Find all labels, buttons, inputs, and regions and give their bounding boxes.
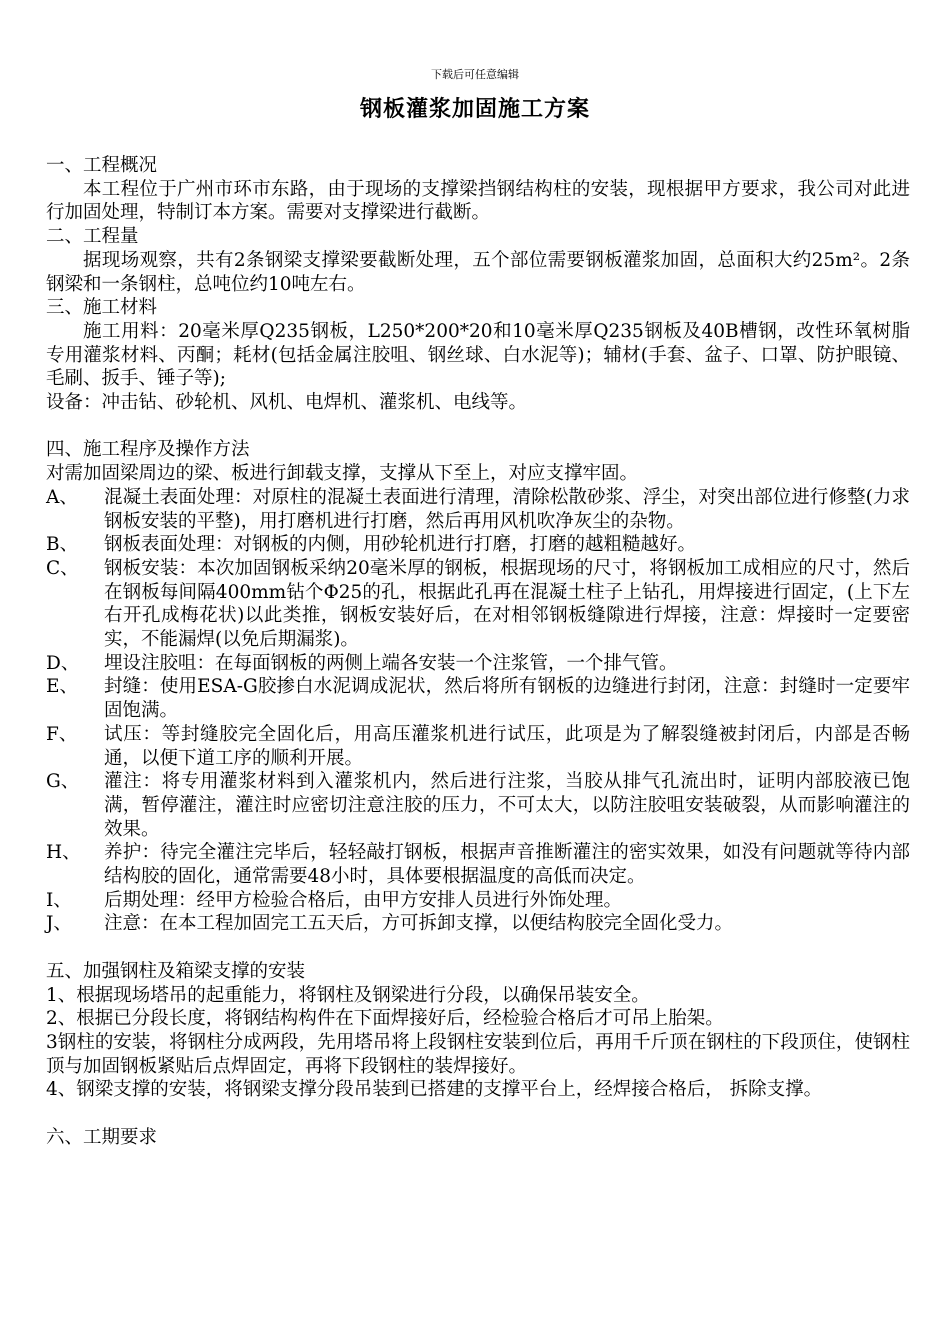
section-heading-materials: 三、施工材料 [46, 297, 158, 319]
installation-step-4: 4、钢梁支撑的安装，将钢梁支撑分段吊装到已搭建的支撑平台上，经焊接合格后， 拆除支撑。 [46, 1079, 823, 1101]
page-title: 钢板灌浆加固施工方案 [359, 96, 590, 122]
list-text: 养护：待完全灌注完毕后，轻轻敲打钢板，根据声音推断灌注的密实效果，如没有问题就等待内部结构胶的固化，通常需要48小时，具体要根据温度的高低而决定。 [104, 842, 910, 888]
list-text: 混凝土表面处理：对原柱的混凝土表面进行清理，清除松散砂浆、浮尘，对突出部位进行修整(力求钢板安装的平整)，用打磨机进行打磨，然后再用风机吹净灰尘的杂物。 [104, 486, 910, 532]
spacer [46, 415, 910, 439]
list-marker: A、 [46, 486, 78, 508]
list-item [46, 723, 910, 770]
list-text: 试压：等封缝胶完全固化后，用高压灌浆机进行试压，此项是为了解裂缝被封闭后，内部是否畅通，以便下道工序的顺利开展。 [104, 723, 910, 769]
header-note: 下载后可任意编辑 [431, 68, 519, 81]
list-marker: J、 [46, 913, 72, 935]
list-item [46, 912, 910, 936]
list-item [46, 841, 910, 888]
list-item [46, 557, 910, 652]
list-marker: B、 [46, 534, 79, 556]
list-marker: G、 [46, 771, 80, 793]
installation-step-3: 3钢柱的安装，将钢柱分成两段，先用塔吊将上段钢柱安装到位后，再用千斤顶在钢柱的下段顶住，使钢柱顶与加固钢板紧贴后点焊固定，再将下段钢柱的装焊接好。 [46, 1031, 910, 1077]
list-text: 后期处理：经甲方检验合格后，由甲方安排人员进行外饰处理。 [104, 889, 623, 911]
section-heading-procedure: 四、施工程序及操作方法 [46, 439, 250, 461]
list-text: 灌注：将专用灌浆材料到入灌浆机内，然后进行注浆，当胶从排气孔流出时，证明内部胶液已饱满，暂停灌注，灌注时应密切注意注胶的压力，不可太大，以防注胶咀安装破裂，从而影响灌注的效果。 [104, 771, 910, 840]
list-item [46, 889, 910, 913]
list-item [46, 533, 910, 557]
document-body [46, 154, 910, 1149]
section-heading-overview: 一、工程概况 [46, 155, 158, 176]
list-item [46, 675, 910, 722]
list-marker: C、 [46, 557, 79, 579]
section-heading-installation: 五、加强钢柱及箱梁支撑的安装 [46, 960, 306, 982]
list-text: 钢板表面处理：对钢板的内侧，用砂轮机进行打磨，打磨的越粗糙越好。 [104, 534, 697, 556]
procedure-intro: 对需加固梁周边的梁、板进行卸载支撑，支撑从下至上，对应支撑牢固。 [46, 463, 639, 485]
list-marker: H、 [46, 842, 81, 864]
spacer [46, 936, 910, 960]
section-heading-schedule: 六、工期要求 [46, 1126, 158, 1148]
list-marker: E、 [46, 676, 79, 698]
spacer [46, 1102, 910, 1126]
list-item [46, 486, 910, 533]
installation-step-2: 2、根据已分段长度，将钢结构构件在下面焊接好后，经检验合格后才可吊上胎架。 [46, 1008, 724, 1030]
list-text: 注意：在本工程加固完工五天后，方可拆卸支撑，以便结构胶完全固化受力。 [104, 913, 734, 935]
list-text: 封缝：使用ESA-G胶掺白水泥调成泥状，然后将所有钢板的边缝进行封闭，注意：封缝时一定要牢固饱满。 [104, 676, 910, 722]
installation-step-1: 1、根据现场塔吊的起重能力，将钢柱及钢梁进行分段，以确保吊装安全。 [46, 984, 650, 1006]
list-marker: F、 [46, 723, 78, 745]
list-item [46, 770, 910, 841]
list-text: 钢板安装：本次加固钢板采纳20毫米厚的钢板，根据现场的尺寸，将钢板加工成相应的尺寸，然后在钢板每间隔400mm钻个Φ25的孔，根据此孔再在混凝土柱子上钻孔，用焊接进行固定，(上下左右开孔成梅花状)以此类推，钢板安装好后，在对相邻钢板缝隙进行焊接，注意：焊接时一定要密实，不能漏焊(以免后期漏浆)。 [104, 557, 910, 651]
materials-paragraph: 施工用料：20毫米厚Q235钢板，L250*200*20和10毫米厚Q235钢板及40B槽钢，改性环氧树脂专用灌浆材料、丙酮；耗材(包括金属注胶咀、钢丝球、白水泥等)；辅材(手套、盆子、口罩、防护眼镜、毛刷、扳手、锤子等); [46, 320, 910, 390]
list-text: 埋设注胶咀：在每面钢板的两侧上端各安装一个注浆管，一个排气管。 [104, 652, 678, 674]
quantity-paragraph: 据现场观察，共有2条钢梁支撑梁要截断处理，五个部位需要钢板灌浆加固，总面积大约25m²。2条钢梁和一条钢柱，总吨位约10吨左右。 [46, 249, 910, 295]
equipment-paragraph: 设备：冲击钻、砂轮机、风机、电焊机、灌浆机、电线等。 [46, 392, 528, 414]
list-marker: D、 [46, 652, 80, 674]
list-marker: I、 [46, 889, 72, 911]
overview-paragraph: 本工程位于广州市环市东路，由于现场的支撑梁挡钢结构柱的安装，现根据甲方要求，我公司对此进行加固处理，特制订本方案。需要对支撑梁进行截断。 [46, 178, 910, 224]
section-heading-quantity: 二、工程量 [46, 226, 139, 248]
list-item [46, 652, 910, 676]
